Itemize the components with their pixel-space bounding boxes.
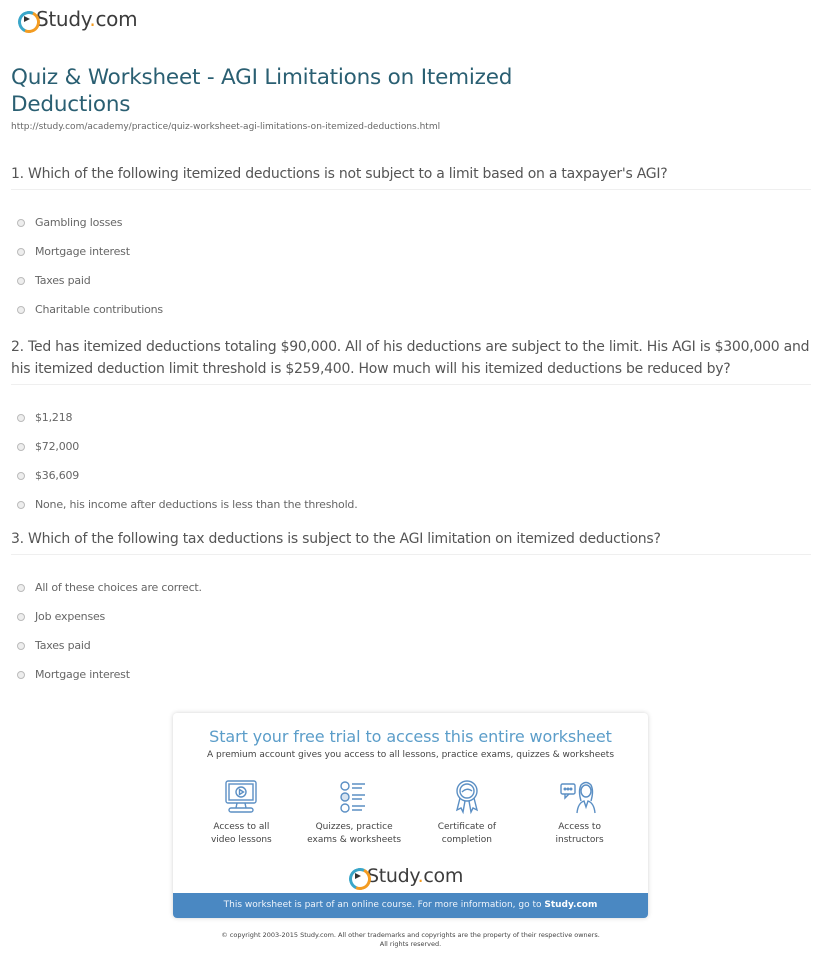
- option-label: Charitable contributions: [35, 303, 163, 316]
- feature-instructors: [525, 779, 635, 847]
- answer-options: [11, 208, 811, 324]
- answer-option[interactable]: [11, 237, 811, 266]
- radio-button[interactable]: [17, 642, 25, 650]
- option-label: $36,609: [35, 469, 80, 482]
- question-3: [11, 528, 811, 689]
- option-label: Job expenses: [35, 610, 106, 623]
- feature-list: [173, 779, 648, 847]
- answer-options: [11, 403, 811, 519]
- feature-label: Certificate of completion: [437, 822, 497, 845]
- copyright-notice: © copyright 2003-2015 Study.com. All other trademarks and copyrights are the property of their respective owners. All rights reserved.: [221, 931, 600, 948]
- radio-button[interactable]: [17, 219, 25, 227]
- option-label: $1,218: [35, 411, 73, 424]
- option-label: All of these choices are correct.: [35, 581, 202, 594]
- answer-option[interactable]: [11, 266, 811, 295]
- answer-options: [11, 573, 811, 689]
- answer-option[interactable]: [11, 573, 811, 602]
- answer-option[interactable]: [11, 208, 811, 237]
- logo-wordmark: Study.com: [367, 865, 464, 887]
- answer-option[interactable]: [11, 660, 811, 689]
- answer-option[interactable]: [11, 432, 811, 461]
- radio-button[interactable]: [17, 584, 25, 592]
- option-label: Taxes paid: [35, 639, 91, 652]
- study-logo[interactable]: [18, 7, 137, 31]
- play-logo-icon: [349, 868, 365, 884]
- card-study-logo[interactable]: [349, 865, 463, 887]
- radio-button[interactable]: [17, 248, 25, 256]
- option-label: None, his income after deductions is less than the threshold.: [35, 498, 358, 511]
- answer-option[interactable]: [11, 602, 811, 631]
- video-monitor-icon: [222, 779, 260, 815]
- feature-label: Quizzes, practice exams & worksheets: [307, 822, 402, 845]
- radio-button[interactable]: [17, 277, 25, 285]
- play-logo-icon: [18, 11, 34, 27]
- question-text: 3. Which of the following tax deductions is subject to the AGI limitation on itemized deductions?: [11, 528, 811, 555]
- certificate-ribbon-icon: [448, 779, 486, 815]
- card-subtitle: A premium account gives you access to all lessons, practice exams, quizzes & worksheets: [206, 750, 615, 760]
- logo-wordmark: Study.com: [36, 7, 138, 31]
- course-info-bar: [173, 893, 648, 918]
- option-label: Taxes paid: [35, 274, 91, 287]
- page-title: Quiz & Worksheet - AGI Limitations on Itemized Deductions: [11, 65, 513, 117]
- radio-button[interactable]: [17, 501, 25, 509]
- answer-option[interactable]: [11, 461, 811, 490]
- question-text: 1. Which of the following itemized deductions is not subject to a limit based on a taxpayer's AGI?: [11, 163, 811, 190]
- instructor-chat-icon: [559, 779, 601, 815]
- feature-label: Access to all video lessons: [210, 822, 272, 845]
- feature-video-lessons: [186, 779, 296, 847]
- radio-button[interactable]: [17, 414, 25, 422]
- page-url: http://study.com/academy/practice/quiz-worksheet-agi-limitations-on-itemized-deductions.html: [11, 122, 441, 132]
- option-label: Mortgage interest: [35, 245, 130, 258]
- option-label: $72,000: [35, 440, 80, 453]
- radio-button[interactable]: [17, 443, 25, 451]
- option-label: Gambling losses: [35, 216, 123, 229]
- question-2: [11, 336, 811, 519]
- option-label: Mortgage interest: [35, 668, 130, 681]
- answer-option[interactable]: [11, 631, 811, 660]
- answer-option[interactable]: [11, 295, 811, 324]
- radio-button[interactable]: [17, 613, 25, 621]
- quiz-list-icon: [335, 779, 373, 815]
- feature-certificate: [412, 779, 522, 847]
- radio-button[interactable]: [17, 306, 25, 314]
- answer-option[interactable]: [11, 403, 811, 432]
- free-trial-card[interactable]: [173, 713, 648, 918]
- bar-text: This worksheet is part of an online course. For more information, go to: [223, 900, 545, 910]
- study-com-link[interactable]: Study.com: [544, 900, 598, 910]
- radio-button[interactable]: [17, 472, 25, 480]
- answer-option[interactable]: [11, 490, 811, 519]
- feature-label: Access to instructors: [555, 822, 604, 845]
- card-title: Start your free trial to access this entire worksheet: [209, 727, 612, 746]
- question-text: 2. Ted has itemized deductions totaling $90,000. All of his deductions are subject to the limit. His AGI is $300,000 and his itemized deduction limit threshold is $259,400. How much will his itemized deductions be reduced by?: [11, 336, 811, 385]
- radio-button[interactable]: [17, 671, 25, 679]
- feature-quizzes: [299, 779, 409, 847]
- question-1: [11, 163, 811, 324]
